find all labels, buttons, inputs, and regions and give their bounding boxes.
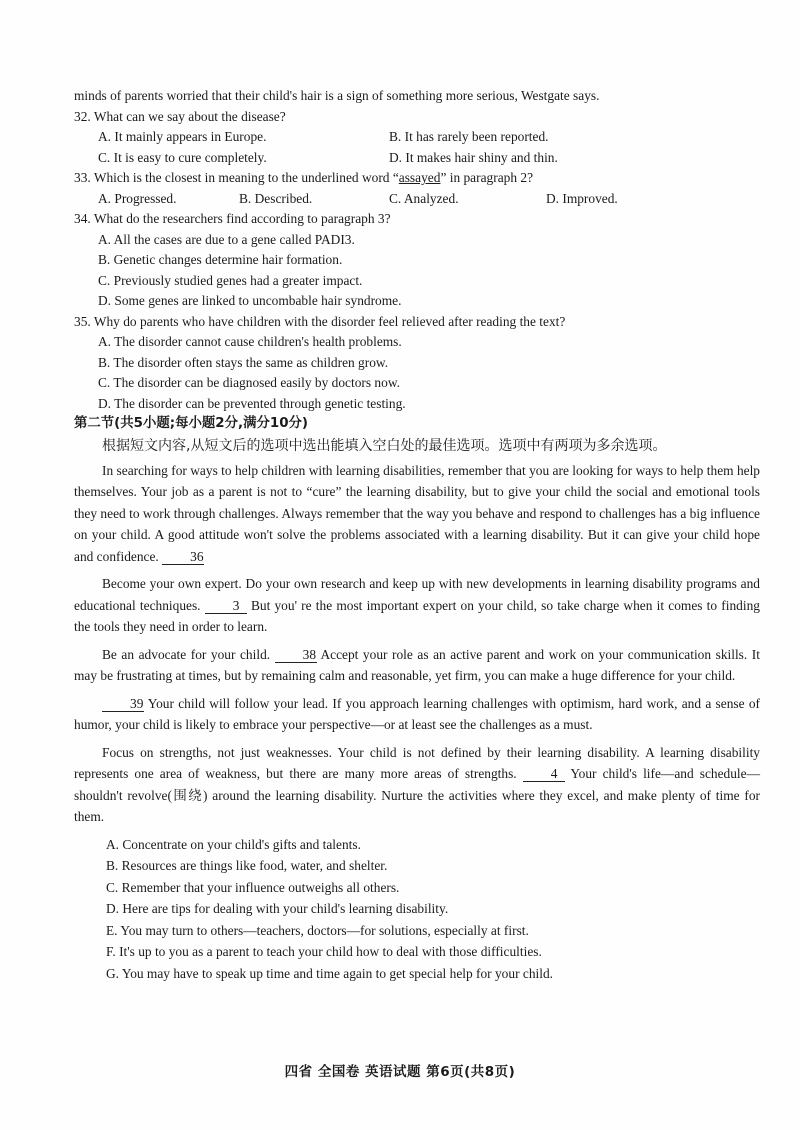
underlined-word: assayed [398, 170, 441, 185]
option-c: C. Analyzed. [389, 190, 459, 206]
option-d: D. It makes hair shiny and thin. [389, 149, 558, 165]
option-c: C. Remember that your influence outweighs all others. [106, 879, 400, 895]
option-a: A. Progressed. [98, 190, 177, 206]
question-32 [74, 107, 760, 169]
question-33 [74, 168, 760, 209]
option-d: D. Improved. [546, 190, 618, 206]
section-heading: 第二节(共5小题;每小题2分,满分10分) [74, 416, 309, 431]
passage-paragraph-3: Be an advocate for your child. 38 Accept your role as an active parent and work on your communication skills. It may be frustrating at times, but by remaining calm and reasonable, yet firm, you can make a huge difference for your child. [74, 646, 760, 683]
answer-options [74, 834, 760, 985]
option-c: C. It is easy to cure completely. [98, 149, 267, 165]
option-a: A. Concentrate on your child's gifts and talents. [106, 836, 361, 852]
blank-37: 3 [205, 599, 247, 614]
section-instruction: 根据短文内容,从短文后的选项中选出能填入空白处的最佳选项。选项中有两项为多余选项。 [102, 437, 667, 454]
option-b: B. Resources are things like food, water, and shelter. [106, 858, 388, 873]
question-stem: 33. Which is the closest in meaning to the underlined word “assayed” in paragraph 2? [74, 170, 534, 185]
option-c: C. Previously studied genes had a greater impact. [98, 272, 363, 288]
option-a: A. The disorder cannot cause children's health problems. [98, 334, 402, 349]
question-stem: 34. What do the researchers find according to paragraph 3? [74, 211, 391, 226]
option-b: B. Described. [239, 190, 313, 206]
continued-passage-line: minds of parents worried that their child's hair is a sign of something more serious, Westgate says. [74, 88, 600, 103]
blank-38: 38 [275, 648, 317, 663]
option-d: D. The disorder can be prevented through genetic testing. [98, 395, 406, 411]
option-g: G. You may have to speak up time and time again to get special help for your child. [106, 965, 553, 981]
question-34 [74, 209, 760, 312]
passage-paragraph-1: In searching for ways to help children with learning disabilities, remember that you are looking for ways to help them help themselves. Your job as a parent is not to “cure” the learning disability, but to give your child the social and emotional tools they need to work through challenges. Always remember that the way you behave and respond to challenges has a big influence on your child. A good attitude won't solve the problems associated with a learning disability. But it can give your child hope and confidence. 36 [74, 462, 760, 564]
option-c: C. The disorder can be diagnosed easily by doctors now. [98, 375, 400, 390]
question-stem: 35. Why do parents who have children with the disorder feel relieved after reading the text? [74, 313, 566, 329]
blank-36: 36 [162, 550, 204, 565]
passage-paragraph-2: Become your own expert. Do your own research and keep up with new developments in learning disability programs and educational techniques. 3 But you' re the most important expert on your child, so take charge when it comes to finding the tools they need in order to learn. [74, 576, 760, 634]
option-f: F. It's up to you as a parent to teach your child how to deal with those difficulties. [106, 944, 542, 959]
option-d: D. Here are tips for dealing with your child's learning disability. [106, 901, 449, 916]
option-b: B. It has rarely been reported. [389, 129, 549, 144]
passage-paragraph-4: 39 Your child will follow your lead. If you approach learning challenges with optimism, hard work, and a sense of humor, your child is likely to embrace your perspective—or at least see the challenges as a must. [74, 695, 760, 732]
question-stem: 32. What can we say about the disease? [74, 108, 286, 124]
option-b: B. The disorder often stays the same as children grow. [98, 354, 389, 370]
blank-40: 4 [523, 767, 565, 782]
option-a: A. It mainly appears in Europe. [98, 129, 267, 144]
question-35 [74, 312, 760, 415]
option-b: B. Genetic changes determine hair formation. [98, 252, 343, 267]
page-footer: 四省 全国卷 英语试题 第6页(共8页) [284, 1064, 516, 1080]
blank-39: 39 [102, 697, 144, 712]
option-a: A. All the cases are due to a gene called PADI3. [98, 231, 355, 247]
passage-paragraph-5: Focus on strengths, not just weaknesses. Your child is not defined by their learning disability. A learning disability represents one area of weakness, but there are many more areas of strengths. 4 Your child's life—and schedule—shouldn't revolve(围绕) around the learning disability. Nurture the activities where they excel, and make plenty of time for them. [74, 744, 760, 824]
option-e: E. You may turn to others—teachers, doctors—for solutions, especially at first. [106, 922, 529, 938]
option-d: D. Some genes are linked to uncombable hair syndrome. [98, 293, 402, 308]
